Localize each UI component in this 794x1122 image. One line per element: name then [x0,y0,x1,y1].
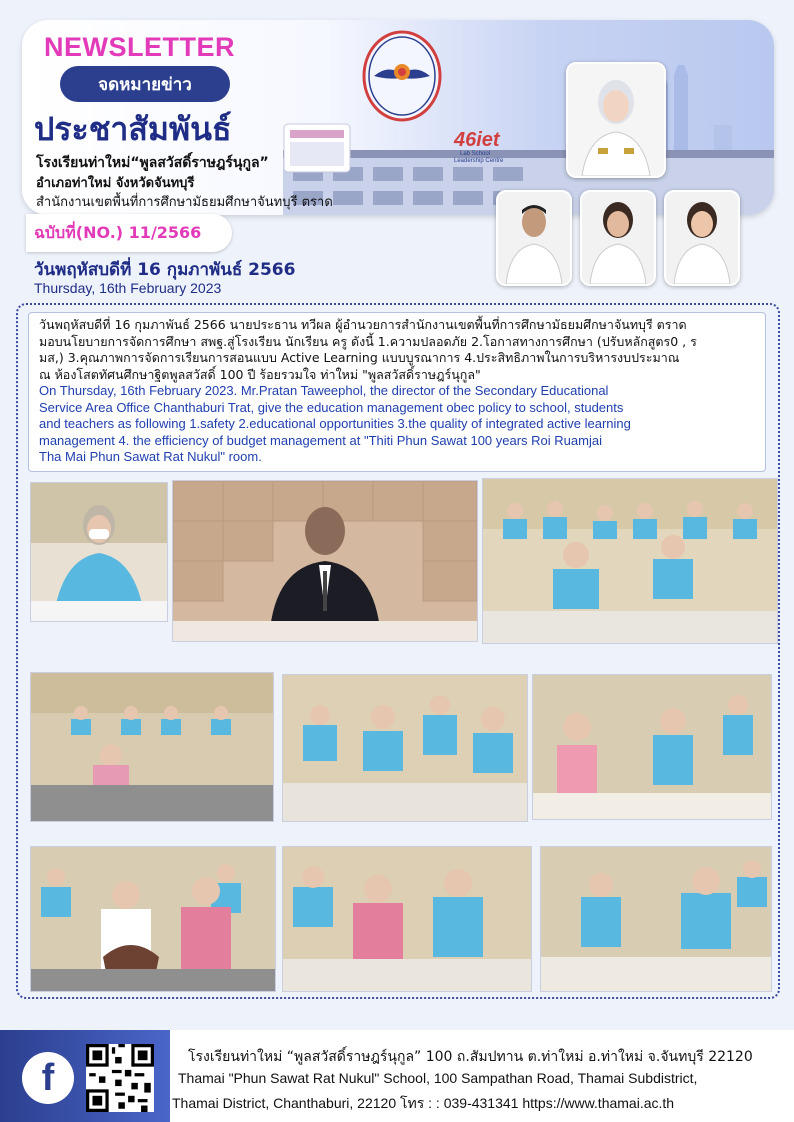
deputy-portrait-1 [496,190,572,286]
iet-lab-school-logo-icon [452,124,522,164]
footer-address-english: Thamai "Phun Sawat Rat Nukul" School, 100 Sampathan Road, Thamai Subdistrict, [178,1070,698,1086]
date-thai: วันพฤหัสบดีที่ 16 กุมภาพันธ์ 2566 [34,260,296,280]
photo-image [173,481,477,641]
district-label: อำเภอท่าใหม่ จังหวัดจันทบุรี [36,176,195,191]
event-photo-director-speaking [172,480,478,642]
thai-paragraph-line: มอบนโยบายการจัดการศึกษา สพฐ.สู่โรงเรียน นักเรียน ครู ดังนี้ 1.ความปลอดภัย 2.โอกาสทางการศึกษา (ปรับหลักสูตร0 , ร [39,333,697,349]
footer-address-thai: โรงเรียนท่าใหม่ “พูลสวัสดิ์ราษฎร์นุกูล” 100 ถ.สัมปทาน ต.ท่าใหม่ อ.ท่าใหม่ จ.จันทบุรี 22120 [188,1049,753,1065]
event-photo-audience-5 [30,846,276,992]
portrait-image [498,192,570,284]
photo-image [283,675,527,821]
portrait-image [666,192,738,284]
photo-image [31,673,273,821]
photo-image [541,847,771,991]
facebook-icon[interactable]: f [22,1052,74,1104]
event-photo-audience-6 [282,846,532,992]
newsletter-label: NEWSLETTER [44,32,235,62]
thai-paragraph-line: ณ ห้องโสตทัศนศึกษาฐิตพูลสวัสดิ์ 100 ปี ร้อยรวมใจ ท่าใหม่ "พูลสวัสดิ์ราษฎร์นุกูล" [39,366,481,382]
footer-contact: Thamai District, Chanthaburi, 22120 โทร : : 039-431341 https://www.thamai.ac.th [172,1095,675,1111]
photo-image [483,479,777,643]
issue-number: ฉบับที่(NO.) 11/2566 [26,214,232,252]
english-paragraph-line: management 4. the efficiency of budget management at "Thiti Phun Sawat 100 years Roi Ruamjai [39,432,602,448]
event-photo-teacher [30,482,168,622]
director-portrait [566,62,666,178]
english-paragraph-line: Service Area Office Chanthaburi Trat, give the education management obec policy to school, students [39,399,624,415]
thai-paragraph-line: วันพฤหัสบดีที่ 16 กุมภาพันธ์ 2566 นายประธาน ทวีผล ผู้อำนวยการสำนักงานเขตพื้นที่การศึกษามัธยมศึกษาจันทบุรี ตราด [39,317,687,332]
article-textbox [28,312,766,472]
portrait-image [582,192,654,284]
portrait-image [568,64,664,176]
event-photo-audience-4 [532,674,772,820]
thai-paragraph-line: มส,) 3.คุณภาพการจัดการเรียนการสอนแบบ Active Learning แบบบูรณาการ 4.ประสิทธิภาพในการบริหารงบประมาณ [39,350,680,365]
event-photo-audience-1 [482,478,778,644]
english-paragraph-line: On Thursday, 16th February 2023. Mr.Pratan Taweephol, the director of the Secondary Educational [39,383,609,398]
newsletter-header [0,0,794,300]
svg-text:46iet: 46iet [454,129,500,151]
photo-image [31,483,167,621]
deputy-portrait-2 [580,190,656,286]
education-office-label: สำนักงานเขตพื้นที่การศึกษามัธยมศึกษาจันทบุรี ตราด [36,195,333,210]
svg-text:Leadership Centre: Leadership Centre [454,158,504,164]
english-paragraph-line: Tha Mai Phun Sawat Rat Nukul" room. [39,449,262,464]
event-photo-audience-2 [30,672,274,822]
photo-image [283,847,531,991]
photo-image [31,847,275,991]
event-photo-audience-7 [540,846,772,992]
secondary-logo-icon [282,122,352,174]
deputy-portrait-3 [664,190,740,286]
school-name: โรงเรียนท่าใหม่“พูลสวัสดิ์ราษฎร์นุกูล” [36,155,269,171]
svg-text:Lab School: Lab School [460,151,491,157]
qr-code-icon[interactable] [86,1044,154,1112]
photo-image [533,675,771,819]
event-photo-audience-3 [282,674,528,822]
school-logo-icon [362,30,442,122]
english-paragraph-line: and teachers as following 1.safety 2.educational opportunities 3.the quality of integrated active learning [39,416,631,431]
page-title: ประชาสัมพันธ์ [34,110,232,148]
date-english: Thursday, 16th February 2023 [34,280,222,296]
newsletter-subtitle-pill: จดหมายข่าว [60,66,230,102]
